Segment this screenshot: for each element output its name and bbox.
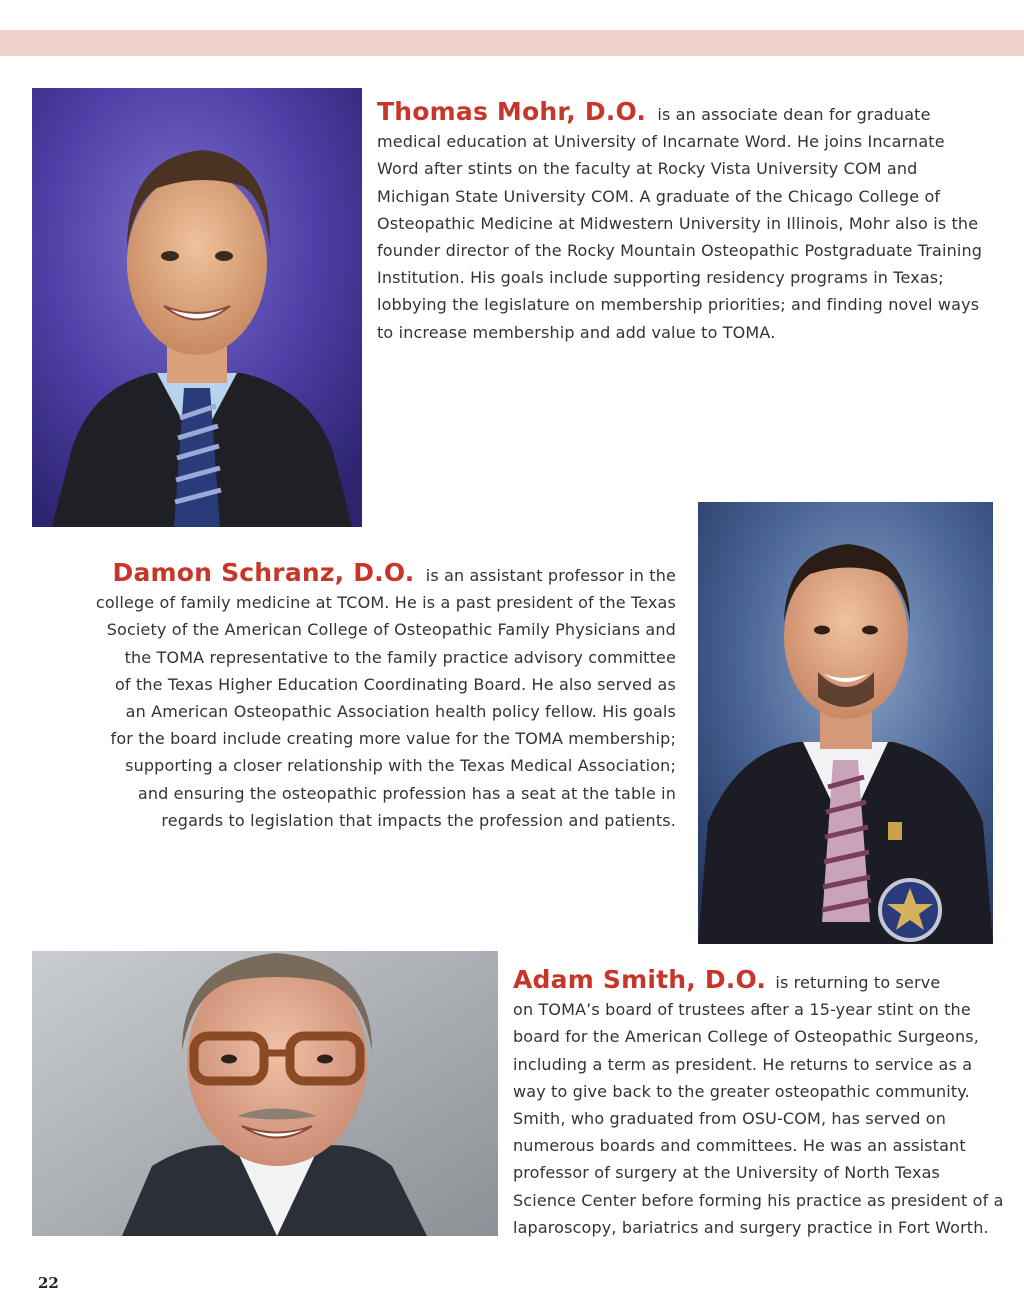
page-number: 22 bbox=[38, 1274, 59, 1292]
profile-name: Adam Smith, D.O. bbox=[513, 965, 767, 994]
bio-text-line: laparoscopy, bariatrics and surgery practice in Fort Worth. bbox=[513, 1217, 989, 1237]
bio-text-line: Michigan State University COM. A graduate of the Chicago College of bbox=[377, 186, 941, 206]
bio-text-line: Society of the American College of Osteopathic Family Physicians and bbox=[106, 620, 676, 640]
bio-text-line: is an assistant professor in the bbox=[425, 566, 676, 585]
bio-text-line: for the board include creating more value for the TOMA membership; bbox=[110, 729, 676, 749]
bio-text-line: Osteopathic Medicine at Midwestern University in Illinois, Mohr also is the bbox=[377, 213, 979, 233]
bio-text-line: and ensuring the osteopathic profession has a seat at the table in bbox=[137, 783, 676, 803]
bio-text-line: Smith, who graduated from OSU-COM, has served on bbox=[513, 1109, 946, 1129]
bio-text-line: board for the American College of Osteopathic Surgeons, bbox=[513, 1027, 979, 1047]
bio-text-line: numerous boards and committees. He was an assistant bbox=[513, 1136, 966, 1156]
bio-text-line: Science Center before forming his practice as president of a bbox=[513, 1190, 1004, 1210]
bio-text-line: founder director of the Rocky Mountain Osteopathic Postgraduate Training bbox=[377, 241, 983, 261]
thomas-mohr-photo bbox=[32, 88, 362, 527]
bio-text-line: is returning to serve bbox=[775, 973, 941, 992]
bio-text-line: on TOMA’s board of trustees after a 15-year stint on the bbox=[513, 1000, 971, 1020]
bio-text-line: Word after stints on the faculty at Rocky Vista University COM and bbox=[377, 159, 918, 179]
bio-text-line: of the Texas Higher Education Coordinating Board. He also served as bbox=[114, 674, 676, 694]
bio-text-line: medical education at University of Incarnate Word. He joins Incarnate bbox=[377, 132, 945, 152]
adam-smith-bio bbox=[513, 966, 1013, 1241]
bio-text-line: college of family medicine at TCOM. He is a past president of the Texas bbox=[95, 593, 676, 613]
bio-text-line: way to give back to the greater osteopathic community. bbox=[513, 1081, 970, 1101]
bio-text-line: is an associate dean for graduate bbox=[657, 105, 931, 124]
profile-name: Damon Schranz, D.O. bbox=[112, 558, 415, 587]
bio-text-line: regards to legislation that impacts the profession and patients. bbox=[161, 810, 676, 830]
profile-name: Thomas Mohr, D.O. bbox=[377, 97, 647, 126]
bio-text-line: including a term as president. He returns to service as a bbox=[513, 1054, 973, 1074]
bio-first-line bbox=[40, 559, 676, 589]
bio-text-line: Institution. His goals include supporting residency programs in Texas; bbox=[377, 268, 944, 288]
bio-text-line: the TOMA representative to the family practice advisory committee bbox=[124, 647, 676, 667]
damon-schranz-photo bbox=[698, 502, 993, 944]
bio-text-line: to increase membership and add value to TOMA. bbox=[377, 322, 776, 342]
thomas-mohr-bio bbox=[377, 98, 1007, 346]
bio-text-line: an American Osteopathic Association health policy fellow. His goals bbox=[125, 702, 676, 722]
bio-first-line bbox=[377, 98, 1007, 128]
bio-first-line bbox=[513, 966, 1013, 996]
damon-schranz-bio bbox=[40, 559, 676, 834]
adam-smith-photo bbox=[32, 951, 498, 1236]
bio-text-line: professor of surgery at the University of North Texas bbox=[513, 1163, 941, 1183]
bio-text-line: supporting a closer relationship with the Texas Medical Association; bbox=[125, 756, 676, 776]
header-band bbox=[0, 30, 1024, 56]
bio-text-line: lobbying the legislature on membership priorities; and finding novel ways bbox=[377, 295, 980, 315]
